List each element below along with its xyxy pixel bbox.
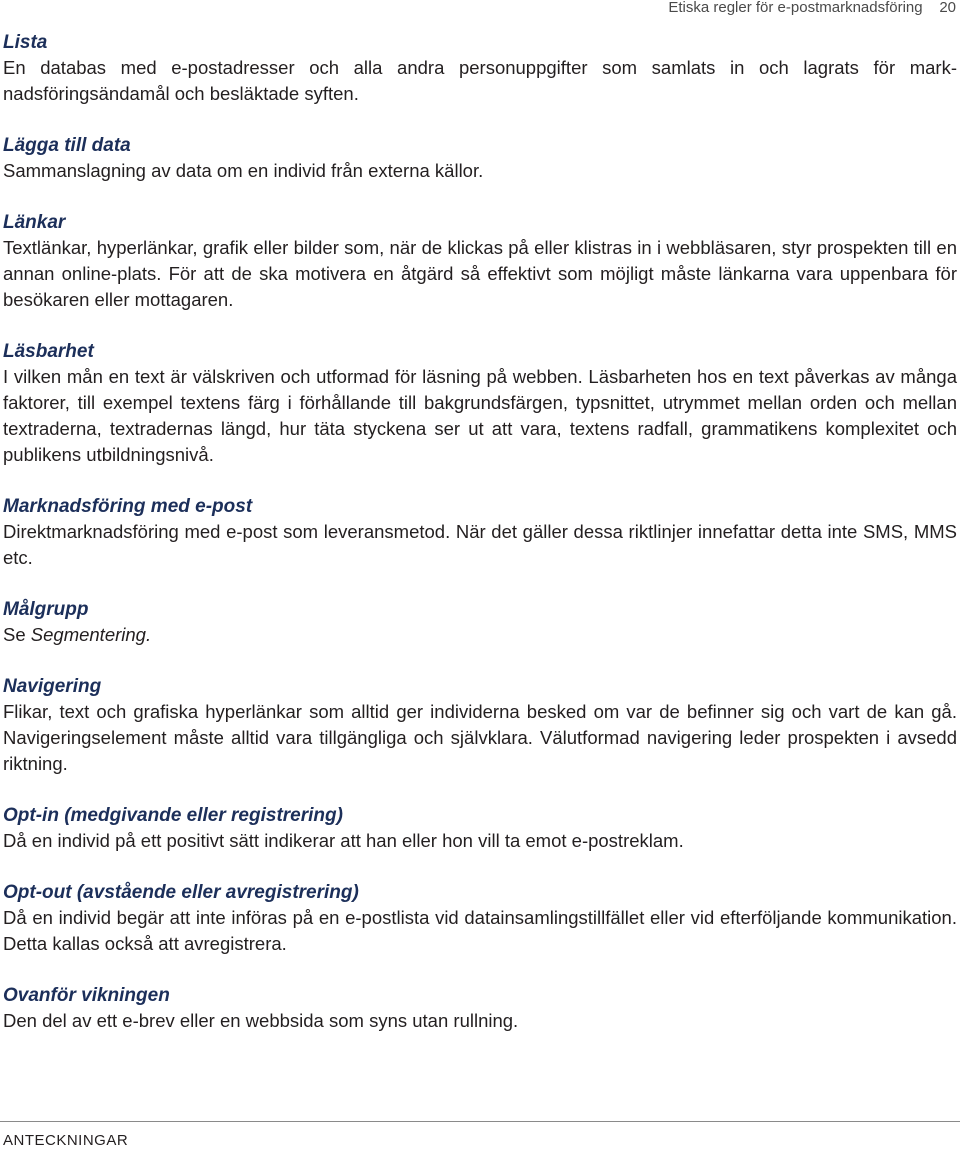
glossary-entry-lankar [3, 210, 957, 313]
glossary-entry-navigering [3, 674, 957, 777]
glossary-definition: Direktmarknadsföring med e-post som leveransmetod. När det gäller dessa riktlinjer innefattar detta inte SMS, MMS etc. [3, 521, 957, 568]
glossary-definition: En databas med e-postadresser och alla andra personuppgifter som samlats in och lagrats för marknadsföringsändamål och besläktade syften. [3, 57, 957, 104]
glossary-definition: I vilken mån en text är välskriven och utformad för läsning på webben. Läsbarheten hos en text påverkas av många faktorer, till exempel textens färg i förhållande till bakgrundsfärgen, typsnittet, utrymmet mellan orden och mellan textraderna, textradernas längd, hur täta styckena ser ut att vara, textens radfall, grammatikens komplexitet och publikens utbildningsnivå. [3, 366, 957, 465]
page-number: 20 [939, 0, 956, 16]
glossary-entry-opt-in [3, 803, 957, 854]
glossary-term: Ovanför vikningen [3, 985, 170, 1006]
glossary-term: Opt-in (medgivande eller registrering) [3, 805, 343, 826]
running-title: Etiska regler för e-postmarknadsföring [668, 0, 923, 16]
glossary-definition: Textlänkar, hyperlänkar, grafik eller bilder som, när de klickas på eller klistras in i webbläsaren, styr prospekten till en annan online-plats. För att de ska motivera en åtgärd så effektivt som möjligt måste länkarna vara uppenbara för besökaren eller mottagaren. [3, 237, 957, 310]
glossary-definition: Då en individ begär att inte införas på en e-postlista vid datainsamlingstillfället eller vid efterföljande kommunikation. Detta kallas också att avregistrera. [3, 907, 957, 954]
glossary-entry-lasbarhet [3, 339, 957, 468]
see-prefix: Se [3, 624, 31, 645]
glossary-definition: Den del av ett e-brev eller en webbsida som syns utan rullning. [3, 1010, 519, 1031]
glossary-entry-opt-out [3, 880, 957, 957]
glossary-term: Lista [3, 32, 48, 53]
cross-reference: Segmentering. [30, 624, 152, 645]
footer-divider [0, 1121, 960, 1122]
glossary-term: Lägga till data [3, 135, 131, 156]
glossary-definition: Flikar, text och grafiska hyperlänkar som alltid ger individerna besked om var de befinner sig och vart de kan gå. Navigeringselement måste alltid vara tillgängliga och självklara. Välutformad navigering leder prospekten i avsedd riktning. [3, 701, 957, 774]
glossary-term: Marknadsföring med e-post [3, 496, 253, 517]
glossary-definition: Då en individ på ett positivt sätt indikerar att han eller hon vill ta emot e-postreklam. [3, 830, 684, 851]
glossary-entry-ovanfor-vikningen [3, 983, 957, 1034]
glossary-term: Läsbarhet [3, 341, 94, 362]
notes-label: ANTECKNINGAR [3, 1132, 129, 1149]
glossary-definition [3, 622, 957, 648]
glossary-definition: Sammanslagning av data om en individ från externa källor. [3, 160, 484, 181]
glossary-entry-lagga-till-data [3, 133, 957, 184]
glossary-term: Målgrupp [3, 599, 89, 620]
glossary-entry-malgrupp [3, 597, 957, 648]
glossary-term: Opt-out (avstående eller avregistrering) [3, 882, 359, 903]
page-header [668, 0, 956, 16]
glossary-term: Navigering [3, 676, 102, 697]
glossary-entry-marknadsforing-med-e-post [3, 494, 957, 571]
glossary-entry-lista [3, 30, 957, 107]
page-header-spacer [927, 0, 935, 16]
glossary-term: Länkar [3, 212, 66, 233]
glossary-content [3, 30, 957, 1060]
